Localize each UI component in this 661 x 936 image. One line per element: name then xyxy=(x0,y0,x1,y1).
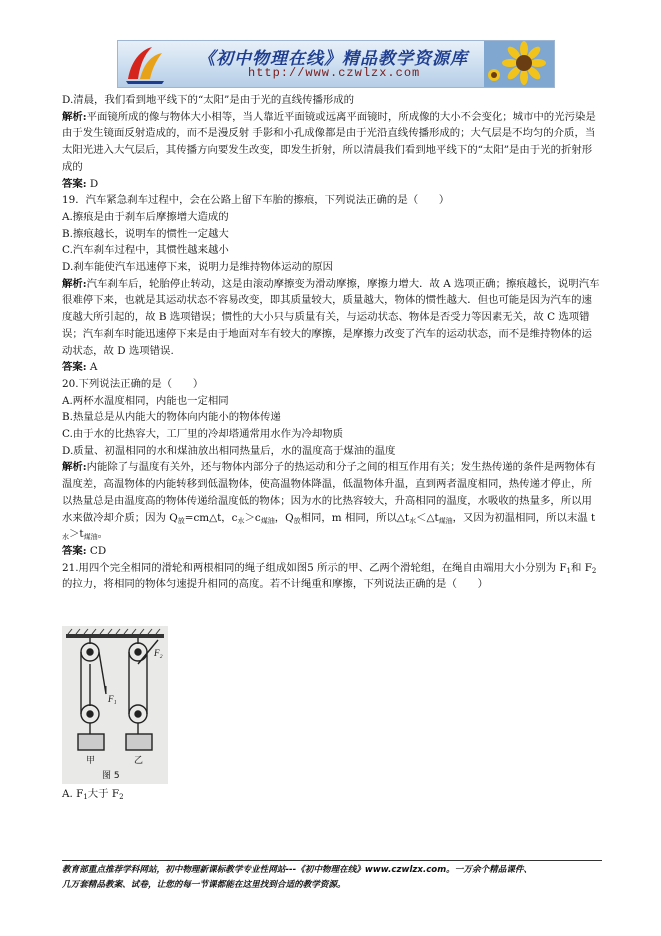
q21-stem xyxy=(62,560,602,593)
q20-option-a: A.两杯水温度相同，内能也一定相同 xyxy=(62,394,229,407)
q21-opt-a-sub: 2 xyxy=(119,793,124,801)
q20-expl-part: ，又因为初温相同，所以末温 t xyxy=(452,511,596,524)
page-footer xyxy=(62,860,602,893)
q21-opt-a-sub: 1 xyxy=(83,793,88,801)
q18-explanation-text: 平面镜所成的像与物体大小相等，当人靠近平面镜或远离平面镜时，所成像的大小不会变化；城市中的光污染是由于发生镜面反射造成的，而不是漫反射 手影和小孔成像都是由于光沿直线传播形成的；大气层是不均匀的介质，当太阳光进入大气层后，其传播方向要发生改变，即发生折射，所以清晨我们看到地平线下的“太阳”是由于光的折射形成的 xyxy=(62,110,596,173)
explanation-label: 解析: xyxy=(62,277,87,290)
pulley-diagram xyxy=(62,626,168,784)
q18-answer xyxy=(62,176,602,193)
sunflower-icon xyxy=(484,41,554,87)
label-jia: 甲 xyxy=(86,756,96,766)
q19-explanation-text: 汽车刹车后，轮胎停止转动，这是由滚动摩擦变为滑动摩擦，摩擦力增大．故 A 选项正确；擦痕越长，说明汽车很难停下来，也就是其运动状态不容易改变，即其质量较大，质量越大，物体的惯性越大．但也可能是因为汽车的速度越大所引起的，故 B 选项错误；惯性的大小只与质量有关，与运动状态、物体是否受力等因素无关，故 C 选项错误；汽车刹车时能迅速停下来是由于地面对车有较大的摩擦，是摩擦力改变了汽车的运动状态，而不是维持物体的运动状态，故 D 选项错误. xyxy=(62,277,600,357)
q20-expl-sub: 放 xyxy=(293,516,301,525)
site-logo-icon xyxy=(122,43,168,85)
q19-option-c: C.汽车刹车过程中，其惯性越来越小 xyxy=(62,244,229,257)
q21-opt-a-part: A. F xyxy=(62,788,84,800)
banner-url: http://www.czwlzx.com xyxy=(248,66,421,80)
q20-expl-part: ，Q xyxy=(274,511,294,524)
q20-expl-sub: 煤油 xyxy=(83,533,98,542)
q20-option-d: D.质量、初温相同的水和煤油放出相同热量后，水的温度高于煤油的温度 xyxy=(62,444,396,457)
q20-expl-part: ＞t xyxy=(69,528,84,541)
q21-stem-sub: 2 xyxy=(591,566,597,575)
q21-stem-part: 的拉力，将相同的物体匀速提升相同的高度。若不计绳重和摩擦，下列说法正确的是（ ） xyxy=(62,578,489,591)
q21-option-a xyxy=(62,786,124,802)
q20-expl-part: 相同，m 相同，所以△t xyxy=(300,511,410,524)
q19-answer xyxy=(62,359,602,376)
q20-expl-part: ＜△t xyxy=(416,511,439,524)
q20-answer xyxy=(62,543,602,560)
explanation-label: 解析: xyxy=(62,110,87,123)
q20-expl-part: 。 xyxy=(97,528,108,541)
q21-stem-part: 21.用四个完全相同的滑轮和两根相同的绳子组成如图5 所示的甲、乙两个滑轮组，在绳自由端用大小分别为 F xyxy=(62,561,567,574)
q21-stem-part: 和 F xyxy=(571,561,592,574)
q18-option-d: D.清晨，我们看到地平线下的“太阳”是由于光的直线传播形成的 xyxy=(62,94,355,106)
banner-title: 《初中物理在线》精品教学资源库 xyxy=(198,49,468,69)
footer-line-1: 教育部重点推荐学科网站，初中物理新课标教学专业性网站---《初中物理在线》www.czwlzx.com。一万余个精品课件、 xyxy=(62,865,533,875)
q18-answer-value: D xyxy=(86,177,99,190)
label-f2: F₂ xyxy=(154,648,163,658)
q20-expl-sub: 水 xyxy=(62,533,69,542)
document-body xyxy=(62,92,602,593)
answer-label: 答案: xyxy=(62,361,87,374)
q20-expl-part: =cm△t，c xyxy=(184,511,238,524)
figure-caption: 图 5 xyxy=(102,771,120,781)
answer-label: 答案: xyxy=(62,177,87,190)
q20-expl-part: 内能除了与温度有关外，还与物体内部分子的热运动和分子之间的相互作用有关；发生热传递的条件是两物体有温度差，高温物体的内能转移到低温物体，使高温物体降温，低温物体升温，直到两者温度相同，热传递才停止，所以热量总是由温度高的物体传递给温度低的物体；因为水的比热容较大，升高相同的温度，水吸收的热量多，所以用水来做冷却介质；因为 Q xyxy=(62,461,596,524)
label-yi: 乙 xyxy=(134,756,144,766)
q20-option-c: C.由于水的比热容大，工厂里的冷却塔通常用水作为冷却物质 xyxy=(62,428,344,441)
q18-explanation xyxy=(62,109,602,176)
q19-stem: 19．汽车紧急刹车过程中，会在公路上留下车胎的擦痕，下列说法正确的是（ ） xyxy=(62,194,450,207)
q20-expl-part: ＞c xyxy=(244,511,261,524)
q20-expl-sub: 煤油 xyxy=(260,516,275,525)
q20-expl-sub: 水 xyxy=(237,516,245,525)
q21-opt-a-part: 大于 F xyxy=(87,788,120,800)
q19-option-d: D.刹车能使汽车迅速停下来，说明力是维持物体运动的原因 xyxy=(62,261,334,274)
q20-option-b: B.热量总是从内能大的物体向内能小的物体传递 xyxy=(62,411,281,424)
q20-expl-sub: 水 xyxy=(409,516,417,525)
q20-stem: 20.下列说法正确的是（ ） xyxy=(62,377,204,390)
q20-expl-sub: 煤油 xyxy=(438,516,453,525)
explanation-label: 解析: xyxy=(62,461,87,474)
answer-label: 答案: xyxy=(62,544,87,557)
footer-line-2: 几万套精品教案、试卷，让您的每一节课都能在这里找到合适的教学资源。 xyxy=(62,880,346,890)
ceiling-bar xyxy=(66,634,164,638)
q21-stem-sub: 1 xyxy=(566,566,571,575)
q20-expl-sub: 放 xyxy=(177,516,185,525)
q20-answer-value: CD xyxy=(86,544,107,557)
label-f1: F₁ xyxy=(108,694,117,704)
q20-explanation xyxy=(62,459,602,543)
q19-option-b: B.擦痕越长，说明车的惯性一定越大 xyxy=(62,227,229,240)
header-banner xyxy=(117,40,555,88)
q19-answer-value: A xyxy=(86,361,98,374)
q19-option-a: A.擦痕是由于刹车后摩擦增大造成的 xyxy=(62,210,229,223)
q19-explanation xyxy=(62,276,602,360)
